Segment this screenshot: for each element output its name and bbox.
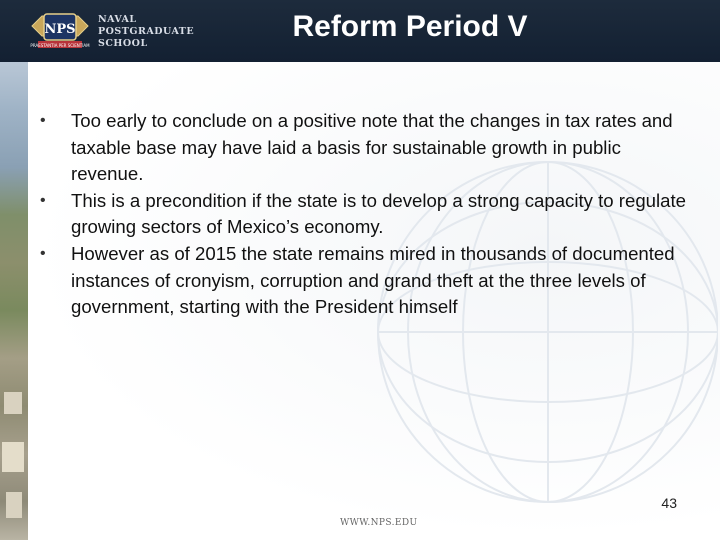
bullet-item <box>40 108 690 188</box>
logo-line-2: POSTGRADUATE <box>98 26 195 37</box>
bullet-text: Too early to conclude on a positive note that the changes in tax rates and taxable base may have laid a basis for sustainable growth in public revenue. <box>71 110 673 185</box>
bullet-dot-icon: • <box>40 112 46 129</box>
logo-initials: NPS <box>44 22 76 37</box>
page-number: 43 <box>661 495 677 511</box>
bullet-list <box>40 108 690 321</box>
logo-line-3: SCHOOL <box>98 38 148 49</box>
header-bar <box>0 0 720 62</box>
bullet-text: This is a precondition if the state is to develop a strong capacity to regulate growing sectors of Mexico’s economy. <box>71 189 686 238</box>
bullet-dot-icon: • <box>40 244 46 262</box>
slide-title: Reform Period V <box>292 10 528 43</box>
nps-logo <box>30 8 200 54</box>
nps-emblem-icon <box>30 8 90 54</box>
campus-photo-strip <box>0 62 28 540</box>
logo-wordmark <box>98 14 194 50</box>
bullet-item <box>40 188 690 241</box>
bullet-text: However as of 2015 the state remains mired in thousands of documented instances of cronyism, corruption and grand theft at the three levels of government, starting with the President himself <box>71 242 675 318</box>
footer-url: WWW.NPS.EDU <box>340 518 418 528</box>
svg-text:PRAESTANTIA PER SCIENTIAM: PRAESTANTIA PER SCIENTIAM <box>30 43 90 48</box>
bullet-dot-icon: • <box>40 191 46 209</box>
bullet-item <box>40 241 690 321</box>
logo-line-1: NAVAL <box>98 14 137 25</box>
